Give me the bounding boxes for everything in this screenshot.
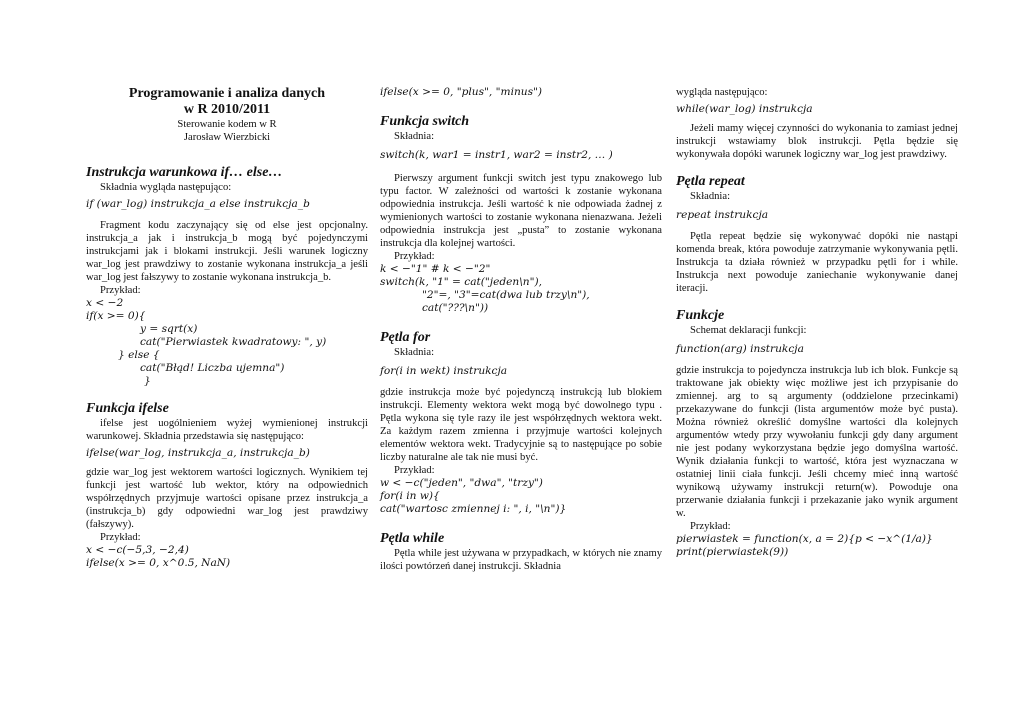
heading-while: Pętla while: [380, 531, 445, 546]
ifelse-body: ifelse jest uogólnieniem wyżej wymienionej instrukcji warunkowej. Składnia przedstawia się następująco:: [86, 418, 368, 442]
if-syntax: if (war_log) instrukcja_a else instrukcja_b: [86, 198, 310, 210]
switch-intro: Składnia:: [394, 131, 435, 142]
column-1: [86, 86, 368, 570]
functions-syntax: function(arg) instrukcja: [676, 343, 804, 355]
heading-if-else: Instrukcja warunkowa if… else…: [86, 165, 283, 180]
if-example-line: cat("Błąd! Liczba ujemna"): [140, 362, 285, 374]
for-syntax: for(i in wekt) instrukcja: [380, 365, 508, 377]
column-2: [380, 86, 662, 573]
if-example-line: x < −2: [86, 297, 124, 309]
while-body: Pętla while jest używana w przypadkach, w których nie znamy ilości powtórzeń danej instrukcji. Składnia: [380, 548, 662, 572]
doc-title-line2: w R 2010/2011: [183, 102, 271, 117]
functions-intro: Schemat deklaracji funkcji:: [690, 325, 807, 336]
while-body: Jeżeli mamy więcej czynności do wykonania to zamiast jednej instrukcji wstawiamy blok instrukcji. Pętla będzie się wykonywała dopóki warunek logiczny war_log jest prawdziwy.: [676, 123, 958, 160]
doc-title-line1: Programowanie i analiza danych: [128, 86, 326, 101]
ifelse-example-label: Przykład:: [100, 532, 141, 543]
if-body: Fragment kodu zaczynający się od else jest opcjonalny. instrukcja_a jak i instrukcja_b mogą być pojedynczymi instrukcjami jak i blokami instrukcji. Jeśli warunek logiczny war_log jest prawdziwy to zostanie wykonana instrukcja_a jeśli war_log jest fałszywy to zostanie wykonana instrukcja_b.: [86, 220, 368, 283]
doc-author: Jarosław Wierzbicki: [183, 132, 271, 143]
ifelse-example-line: ifelse(x >= 0, x^0.5, NaN): [86, 557, 231, 569]
doc-subtitle: Sterowanie kodem w R: [177, 119, 277, 130]
for-example-label: Przykład:: [394, 465, 435, 476]
for-intro: Składnia:: [394, 347, 435, 358]
functions-body: gdzie instrukcja to pojedyncza instrukcja lub ich blok. Funkcje są traktowane jak obiekty więc możliwe jest ich przypisanie do zmiennej. arg to są argumenty (oddzielone przecinkami) przekazywane do funkcji (lista argumentów może być pusta). Można również określić domyślne wartości dla kolejnych argumentów wtedy przy wywołaniu funkcji gdy dany argument nie jest podany wykorzystana będzie jego domyślna wartość. Wynik działania funkcji to wartość, która jest wyznaczana w ostatniej linii ciała funkcji. Jeśli chcemy mieć inną wartość wynikową używamy instrukcji return(w). Powoduje ona przerwanie działania funkcji i przekazanie jako wynik argument w.: [676, 365, 958, 519]
for-example-line: w < −c("jeden", "dwa", "trzy"): [380, 477, 543, 489]
repeat-intro: Składnia:: [690, 191, 731, 202]
switch-example-line: "2"=, "3"=cat(dwa lub trzy\n"),: [422, 289, 590, 301]
switch-syntax: switch(k, war1 = instr1, war2 = instr2, … ): [380, 149, 613, 161]
switch-example-line: cat("???\n")): [422, 302, 489, 314]
ifelse-example-line: x < −c(−5,3, −2,4): [86, 544, 189, 556]
switch-example-line: k < −"1" # k < −"2": [380, 263, 491, 275]
if-intro: Składnia wygląda następująco:: [100, 182, 232, 193]
heading-ifelse: Funkcja ifelse: [86, 401, 169, 416]
switch-example-line: switch(k, "1" = cat("jeden\n"),: [380, 276, 542, 288]
for-example-line: cat("wartosc zmiennej i: ", i, "\n")}: [380, 503, 567, 515]
heading-for: Pętla for: [380, 330, 431, 345]
if-example-line: } else {: [118, 349, 160, 361]
if-example-line: }: [144, 375, 151, 387]
ifelse-example-line: ifelse(x >= 0, "plus", "minus"): [380, 86, 543, 98]
heading-functions: Funkcje: [676, 308, 725, 323]
switch-example-label: Przykład:: [394, 251, 435, 262]
repeat-body: Pętla repeat będzie się wykonywać dopóki nie nastąpi komenda break, która powoduje zatrzymanie wykonywania pętli. Instrukcja ta działa również w przypadku pętli for i while. Instrukcja next powoduje zaniechanie wykonywanie danej iteracji.: [676, 231, 958, 294]
heading-switch: Funkcja switch: [380, 114, 470, 129]
switch-body: Pierwszy argument funkcji switch jest typu znakowego lub typu factor. W zależności od wartości k zostanie wykonana odpowiednia instrukcja. Jeśli wartość k nie odpowiada żadnej z wymienionych wartości to zostanie wykonana nienazwana. Jeżeli odpowiednia instrukcja jest „pusta” to zostanie wykonana instrukcja dla kolejnej wartości.: [380, 173, 662, 249]
functions-example-line: pierwiastek = function(x, a = 2){p < −x^(1/a)}: [676, 533, 933, 545]
while-syntax: while(war_log) instrukcja: [676, 103, 813, 115]
for-example-line: for(i in w){: [380, 490, 440, 502]
while-intro: wygląda następująco:: [676, 87, 768, 98]
functions-example-label: Przykład:: [690, 521, 731, 532]
if-example-label: Przykład:: [100, 285, 141, 296]
repeat-syntax: repeat instrukcja: [676, 209, 769, 221]
for-body: gdzie instrukcja może być pojedynczą instrukcją lub blokiem instrukcji. Elementy wektora wekt mogą być dowolnego typu . Pętla wykona się tyle razy ile jest współrzędnych wektora wekt. Za każdym razem zmienna i przyjmuje wartości kolejnych elementów wektora wekt. Tradycyjnie są to następujące po sobie liczby naturalne ale tak nie musi być.: [380, 387, 662, 463]
functions-example-line: print(pierwiastek(9)): [676, 546, 789, 558]
if-example-line: cat("Pierwiastek kwadratowy: ", y): [140, 336, 327, 348]
ifelse-syntax: ifelse(war_log, instrukcja_a, instrukcja_b): [86, 447, 310, 459]
heading-repeat: Pętla repeat: [676, 174, 745, 189]
ifelse-body2: gdzie war_log jest wektorem wartości logicznych. Wynikiem tej funkcji jest wartość lub wektor, który na odpowiednich współrzędnych przyjmuje wartości opisane przez instrukcja_a (instrukcja_b) gdy odpowiedni war_log jest prawdziwy (fałszywy).: [86, 467, 368, 530]
if-example-line: if(x >= 0){: [86, 310, 146, 322]
if-example-line: y = sqrt(x): [140, 323, 198, 335]
column-3: [676, 86, 958, 559]
